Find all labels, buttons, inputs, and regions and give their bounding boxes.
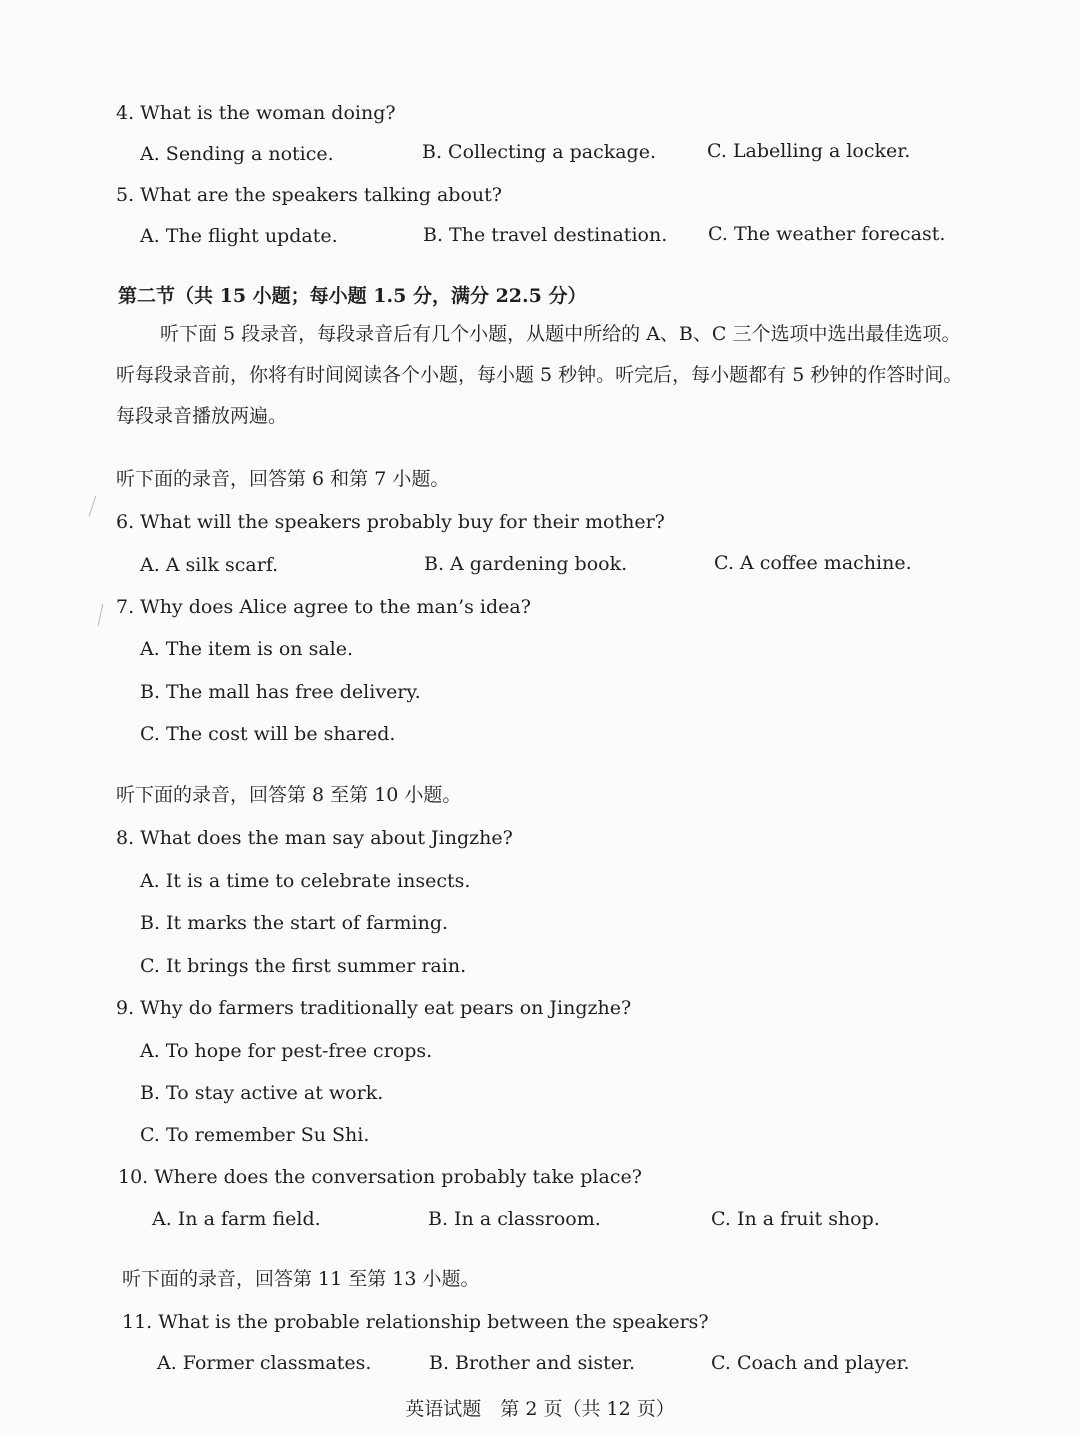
question-4-option-c: C. Labelling a locker. — [707, 140, 911, 162]
question-10-stem: 10. Where does the conversation probably take place? — [118, 1166, 642, 1188]
question-8-option-b: B. It marks the start of farming. — [140, 912, 449, 934]
question-4-option-a: A. Sending a notice. — [140, 143, 334, 165]
question-5-stem: 5. What are the speakers talking about? — [116, 184, 502, 206]
group-1-intro: 听下面的录音，回答第 6 和第 7 小题。 — [116, 468, 450, 490]
question-8-stem: 8. What does the man say about Jingzhe? — [116, 827, 513, 849]
question-6-stem: 6. What will the speakers probably buy for their mother? — [116, 511, 665, 533]
question-7-option-c: C. The cost will be shared. — [140, 723, 396, 745]
question-6-option-a: A. A silk scarf. — [140, 554, 279, 576]
question-11-option-a: A. Former classmates. — [157, 1352, 372, 1374]
question-9-option-a: A. To hope for pest-free crops. — [140, 1040, 433, 1062]
question-7-option-a: A. The item is on sale. — [140, 638, 354, 660]
question-5-option-a: A. The flight update. — [140, 225, 338, 247]
question-9-option-c: C. To remember Su Shi. — [140, 1124, 370, 1146]
section-2-instructions: 听下面 5 段录音，每段录音后有几个小题，从题中所给的 A、B、C 三个选项中选出最佳选项。听每段录音前，你将有时间阅读各个小题，每小题 5 秒钟。听完后，每小题都有 5 秒钟的作答时间。每段录音播放两遍。 — [116, 323, 963, 427]
page-footer: 英语试题 第 2 页（共 12 页） — [405, 1398, 675, 1420]
question-10-option-b: B. In a classroom. — [428, 1208, 601, 1230]
question-10-option-a: A. In a farm field. — [152, 1208, 321, 1230]
question-7-option-b: B. The mall has free delivery. — [140, 681, 421, 703]
section-2-title: 第二节（共 15 小题；每小题 1.5 分，满分 22.5 分） — [118, 285, 587, 307]
question-9-option-b: B. To stay active at work. — [140, 1082, 384, 1104]
pencil-mark — [98, 604, 104, 626]
pencil-mark — [89, 495, 97, 516]
question-11-option-c: C. Coach and player. — [711, 1352, 910, 1374]
question-9-stem: 9. Why do farmers traditionally eat pears on Jingzhe? — [116, 997, 632, 1019]
question-6-option-b: B. A gardening book. — [424, 553, 628, 575]
question-4-option-b: B. Collecting a package. — [422, 141, 656, 163]
question-4-stem: 4. What is the woman doing? — [116, 102, 396, 124]
question-5-option-b: B. The travel destination. — [423, 224, 668, 246]
question-6-option-c: C. A coffee machine. — [714, 552, 912, 574]
question-11-option-b: B. Brother and sister. — [429, 1352, 636, 1374]
group-3-intro: 听下面的录音，回答第 11 至第 13 小题。 — [122, 1268, 480, 1290]
question-8-option-c: C. It brings the first summer rain. — [140, 955, 467, 977]
question-11-stem: 11. What is the probable relationship between the speakers? — [122, 1311, 709, 1333]
question-7-stem: 7. Why does Alice agree to the man’s idea? — [116, 596, 531, 618]
question-10-option-c: C. In a fruit shop. — [711, 1208, 880, 1230]
question-5-option-c: C. The weather forecast. — [708, 223, 946, 245]
group-2-intro: 听下面的录音，回答第 8 至第 10 小题。 — [116, 784, 462, 806]
question-8-option-a: A. It is a time to celebrate insects. — [140, 870, 471, 892]
